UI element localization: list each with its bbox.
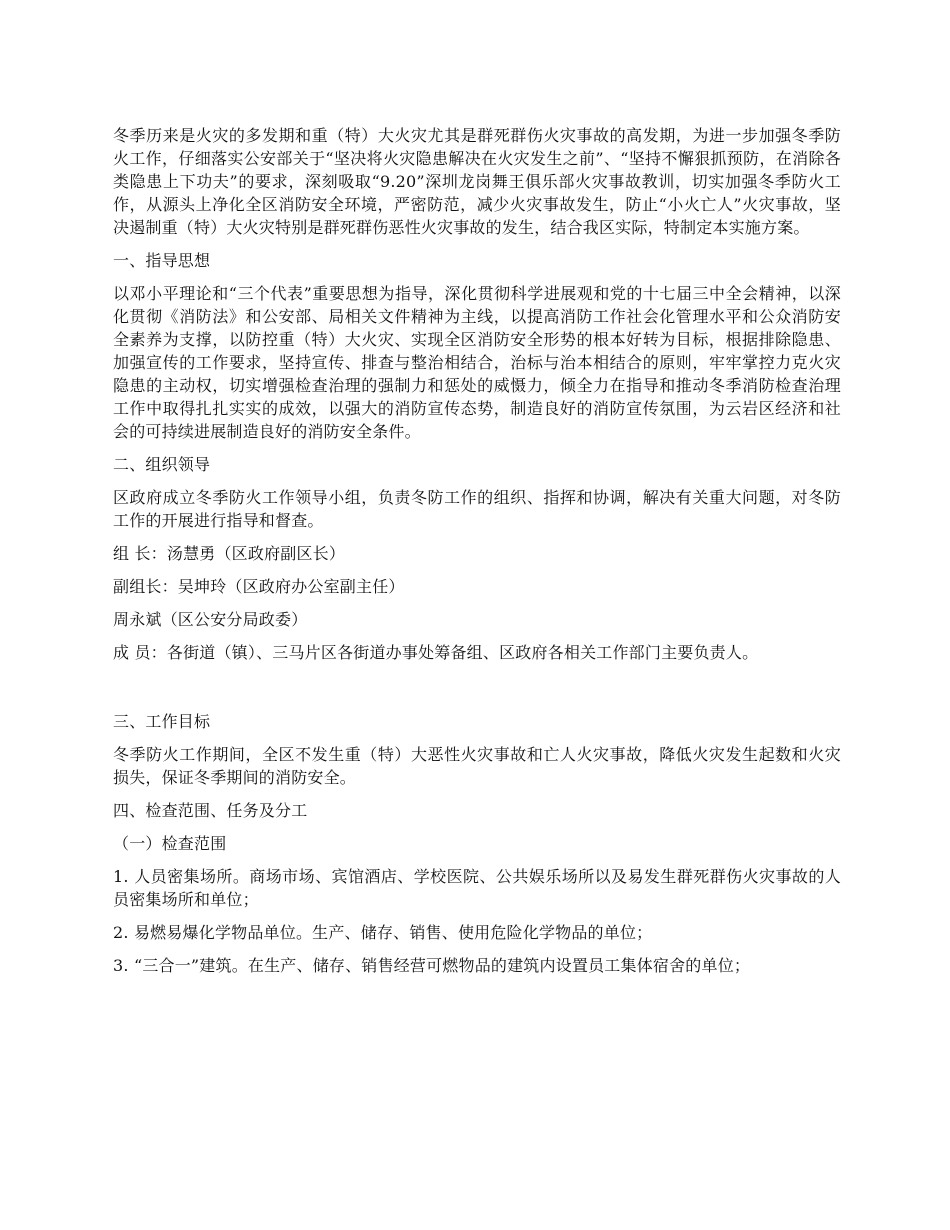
section-heading-organization: 二、组织领导	[113, 455, 211, 474]
deputy-leader-line: 副组长：吴坤玲（区政府办公室副主任）	[113, 577, 405, 596]
section-heading-guiding-thought: 一、指导思想	[113, 251, 211, 270]
subsection-heading-scope: （一）检查范围	[113, 834, 227, 853]
guiding-thought-paragraph: 以邓小平理论和“三个代表”重要思想为指导，深化贯彻科学进展观和党的十七届三中全会精神，以深化贯彻《消防法》和公安部、局相关文件精神为主线，以提高消防工作社会化管理水平和公众消防安全素养为支撑，以防控重（特）大火灾、实现全区消防安全形势的根本好转为目标，根据排除隐患、加强宣传的工作要求，坚持宣传、排查与整治相结合，治标与治本相结合的原则，牢牢掌控力克火灾隐患的主动权，切实增强检查治理的强制力和惩处的威慑力，倾全力在指导和推动冬季消防检查治理工作中取得扎扎实实的成效，以强大的消防宣传态势，制造良好的消防宣传氛围，为云岩区经济和社会的可持续进展制造良好的消防安全条件。	[113, 284, 841, 441]
organization-paragraph: 区政府成立冬季防火工作领导小组，负责冬防工作的组织、指挥和协调，解决有关重大问题，对冬防工作的开展进行指导和督查。	[113, 488, 841, 530]
document-page	[113, 124, 841, 987]
scope-item-1: 1. 人员密集场所。商场市场、宾馆酒店、学校医院、公共娱乐场所以及易发生群死群伤火灾事故的人员密集场所和单位；	[113, 867, 841, 909]
team-leader-line: 组 长：汤慧勇（区政府副区长）	[113, 544, 346, 563]
scope-item-2: 2. 易燃易爆化学物品单位。生产、储存、销售、使用危险化学物品的单位；	[113, 923, 653, 942]
section-heading-inspection-scope: 四、检查范围、任务及分工	[113, 801, 308, 820]
members-line: 成 员：各街道（镇）、三马片区各街道办事处筹备组、区政府各相关工作部门主要负责人。	[113, 643, 759, 662]
work-goals-paragraph: 冬季防火工作期间，全区不发生重（特）大恶性火灾事故和亡人火灾事故，降低火灾发生起数和火灾损失，保证冬季期间的消防安全。	[113, 745, 841, 787]
scope-item-3: 3. “三合一”建筑。在生产、储存、销售经营可燃物品的建筑内设置员工集体宿舍的单位；	[113, 956, 751, 975]
deputy-leader-line-2: 周永斌（区公安分局政委）	[113, 610, 308, 629]
intro-paragraph: 冬季历来是火灾的多发期和重（特）大火灾尤其是群死群伤火灾事故的高发期，为进一步加强冬季防火工作，仔细落实公安部关于“坚决将火灾隐患解决在火灾发生之前”、“坚持不懈狠抓预防，在消除各类隐患上下功夫”的要求，深刻吸取“9.20”深圳龙岗舞王俱乐部火灾事故教训，切实加强冬季防火工作，从源头上净化全区消防安全环境，严密防范，减少火灾事故发生，防止“小火亡人”火灾事故，坚决遏制重（特）大火灾特别是群死群伤恶性火灾事故的发生，结合我区实际，特制定本实施方案。	[113, 126, 841, 237]
section-heading-work-goals: 三、工作目标	[113, 712, 211, 731]
